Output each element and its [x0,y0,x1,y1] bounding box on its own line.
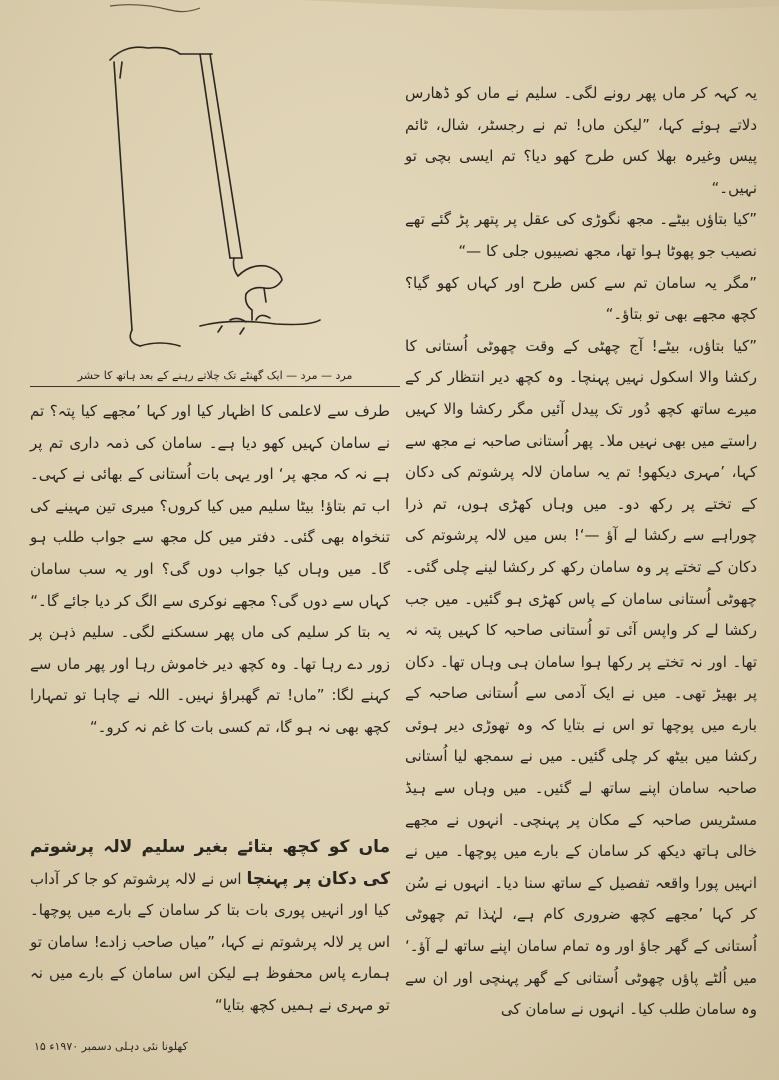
paragraph: ”مگر یہ سامان تم سے کس طرح اور کہاں کھو گیا؟ کچھ مجھے بھی تو بتاؤ۔“ [405,273,757,324]
paragraph: یہ بتا کر سلیم کی ماں پھر سسکنے لگی۔ سلیم ذہن پر زور دے رہا تھا۔ وہ کچھ دیر خاموش رہا اور پھر ماں سے کہنے لگا: ”ماں! تم گھبراؤ نہیں۔ اللہ نے چاہا تو تمہارا کچھ بھی نہ ہو گا، تم کسی بات کا غم نہ کرو۔“ [30,623,390,736]
paragraph: طرف سے لاعلمی کا اظہار کیا اور کہا ’مجھے کیا پتہ؟ تم نے سامان کہیں کھو دیا ہے۔ سامان کی ذمہ داری تم پر ہے نہ کہ مجھ پر‘ اور یہی بات اُستانی کے بھائی نے کہی۔ اب تم بتاؤ! بیٹا سلیم میں کیا کروں؟ میری تین مہینے کی تنخواہ بھی گئی۔ دفتر میں کل مجھ سے جواب طلب ہو گا۔ میں وہاں کیا جواب دوں گی؟ اور یہ سب سامان کہاں سے دوں گی؟ مجھے نوکری سے الگ کر دیا جائے گا۔“ [30,402,390,610]
left-column-top [30,396,390,744]
right-column [405,78,757,1026]
section-body: اس نے لالہ پرشوتم کو جا کر آداب کیا اور انہیں پوری بات بتا کر سامان کے بارے میں پوچھا۔ اس پر لالہ پرشوتم نے کہا، ”میاں صاحب زادے! سامان تو ہمارے پاس محفوظ ہے لیکن اس سامان کے بارے میں نہ تو مہری نے ہمیں کچھ بتایا“ [30,869,390,1014]
paragraph: یہ کہہ کر ماں پھر رونے لگی۔ سلیم نے ماں کو ڈھارس دلاتے ہوئے کہا، ”لیکن ماں! تم نے رجسٹر، شال، ٹائم پیس وغیرہ بھلا کس طرح کھو دیا؟ تم ایسی بچی تو نہیں۔“ [405,84,757,197]
paragraph: ”کیا بتاؤں، بیٹے! آج چھٹی کے وقت چھوٹی اُستانی کا رکشا والا اسکول نہیں پہنچا۔ وہ کچھ دیر انتظار کر کے میرے ساتھ کچھ دُور تک پیدل آئیں مگر رکشا والا کہیں راستے میں بھی نہیں ملا۔ پھر اُستانی صاحبہ نے مجھ سے کہا، ’مہری دیکھو! تم یہ سامان لالہ پرشوتم کی دکان کے تختے پر رکھ دو۔ میں وہاں کھڑی ہوں، تم ذرا چوراہے سے رکشا لے آؤ —‘! بس میں لالہ پرشوتم کی دکان کے تختے پر وہ سامان رکھ کر رکشا لینے چلی گئی۔ چھوٹی اُستانی سامان کے پاس کھڑی ہو گئیں۔ میں جب رکشا لے کر واپس آئی تو اُستانی صاحبہ کا کہیں پتہ نہ تھا۔ اور نہ تختے پر رکھا ہوا سامان ہی وہاں تھا۔ دکان پر بھیڑ تھی۔ میں نے ایک آدمی سے اُستانی صاحبہ کے بارے میں پوچھا تو اس نے بتایا کہ وہ تھوڑی دیر ہوئی رکشا میں بیٹھ کر چلی گئیں۔ میں نے سمجھ لیا اُستانی صاحبہ سامان اپنے ساتھ لے گئیں۔ میں وہاں سے ہیڈ مسٹریس صاحبہ کے مکان پر پہنچی۔ انہوں نے مجھے خالی ہاتھ دیکھ کر سامان کے بارے میں پوچھا۔ میں نے انہیں پورا واقعہ تفصیل کے ساتھ سنا دیا۔ انہوں نے سُن کر کہا ’مجھے کچھ ضروری کام ہے، لہٰذا تم چھوٹی اُستانی کے گھر جاؤ اور وہ تمام سامان اپنے ساتھ لے آؤ۔‘ میں اُلٹے پاؤں چھوٹی اُستانی کے گھر پہنچی اور ان سے وہ سامان طلب کیا۔ انہوں نے سامان کی [405,336,757,1019]
left-column-bottom [30,832,390,1022]
page-footer: کھلونا نئی دہلی دسمبر ۱۹۷۰ء ۱۵ [34,1040,188,1053]
paragraph: ”کیا بتاؤں بیٹے۔ مجھ نگوڑی کی عقل پر پتھر پڑ گئے تھے نصیب جو پھوٹا ہوا تھا، مجھ نصیبوں جلی کا —“ [405,210,757,260]
story-illustration [80,20,390,365]
illustration-caption: مرد — مرد — ایک گھنٹے تک چلاتے رہنے کے بعد ہاتھ کا حشر [30,366,400,387]
section-lead: ماں کو کچھ بتائے بغیر سلیم لالہ پرشوتم کی دکان پر پہنچا [30,837,390,889]
paragraph [30,832,390,1022]
